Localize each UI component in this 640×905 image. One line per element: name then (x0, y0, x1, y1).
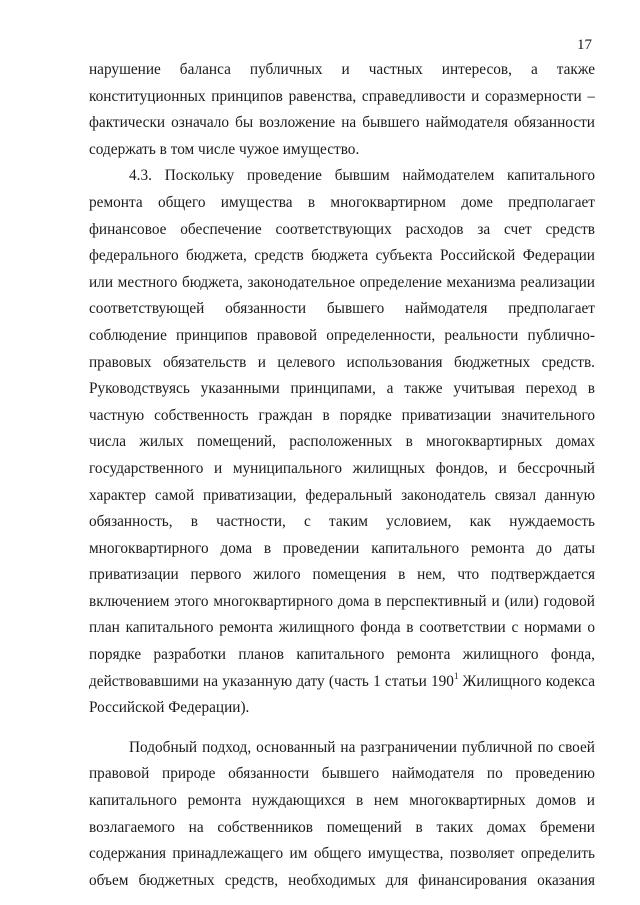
text-line: возлагаемого на собственников помещений в таких домах бремени (89, 818, 595, 836)
text-line: многоквартирного дома в проведении капитального ремонта до даты (89, 539, 595, 557)
text-line: фактически означало бы возложение на бывшего наймодателя обязанности (89, 114, 595, 132)
text-line: правовых обязательств и целевого использования бюджетных средств. (89, 353, 595, 371)
text-line: Руководствуясь указанными принципами, а также учитывая переход в (89, 380, 595, 398)
paragraph (89, 735, 595, 895)
paragraph (89, 163, 595, 721)
text-line: обязанность, в частности, с таким условием, как нуждаемость (89, 513, 595, 531)
text-line: правовой природе обязанности бывшего наймодателя по проведению (89, 765, 595, 783)
text-line: числа жилых помещений, расположенных в многоквартирных домах (89, 433, 595, 451)
text-line: содержать в том числе чужое имущество. (89, 140, 360, 158)
text-line: приватизации первого жилого помещения в нем, что подтверждается (89, 566, 595, 584)
text-line: Российской Федерации). (89, 699, 250, 717)
text-line: соблюдение принципов правовой определенности, реальности публично- (89, 326, 595, 344)
text-line: государственного и муниципального жилищных фондов, и бессрочный (89, 459, 595, 477)
page-number: 17 (577, 37, 592, 53)
text-line: план капитального ремонта жилищного фонда в соответствии с нормами о (89, 619, 595, 637)
text-line: нарушение баланса публичных и частных интересов, а также (89, 61, 595, 78)
citation-text: Жилищного кодекса (458, 672, 595, 690)
text-line: частную собственность граждан в порядке приватизации значительного (89, 406, 595, 424)
text-line: 4.3. Поскольку проведение бывшим наймодателем капитального (129, 167, 595, 185)
text-line: федерального бюджета, средств бюджета субъекта Российской Федерации (89, 247, 595, 265)
document-body (89, 57, 595, 894)
paragraph (89, 57, 595, 163)
text-line: капитального ремонта нуждающихся в нем многоквартирных домов и (89, 792, 595, 810)
text-line: порядке разработки планов капитального ремонта жилищного фонда, (89, 646, 595, 664)
text-line: конституционных принципов равенства, справедливости и соразмерности – (89, 87, 595, 105)
text-line: соответствующей обязанности бывшего наймодателя предполагает (89, 300, 595, 318)
text-line: содержания принадлежащего им общего имущества, позволяет определить (89, 845, 595, 863)
citation-line (89, 669, 595, 696)
text-line: характер самой приватизации, федеральный законодатель связал данную (89, 486, 595, 504)
text-line: финансовое обеспечение соответствующих расходов за счет средств (89, 220, 595, 238)
citation-text: действовавшими на указанную дату (часть 1 статьи 190 (89, 672, 454, 690)
text-line: или местного бюджета, законодательное определение механизма реализации (89, 273, 595, 291)
text-line: объем бюджетных средств, необходимых для финансирования оказания (89, 871, 595, 889)
text-line: включением этого многоквартирного дома в перспективный и (или) годовой (89, 592, 595, 610)
text-line: Подобный подход, основанный на разграничении публичной по своей (129, 738, 595, 756)
article-superscript: 1 (453, 670, 459, 681)
text-line: ремонта общего имущества в многоквартирном доме предполагает (89, 193, 595, 211)
